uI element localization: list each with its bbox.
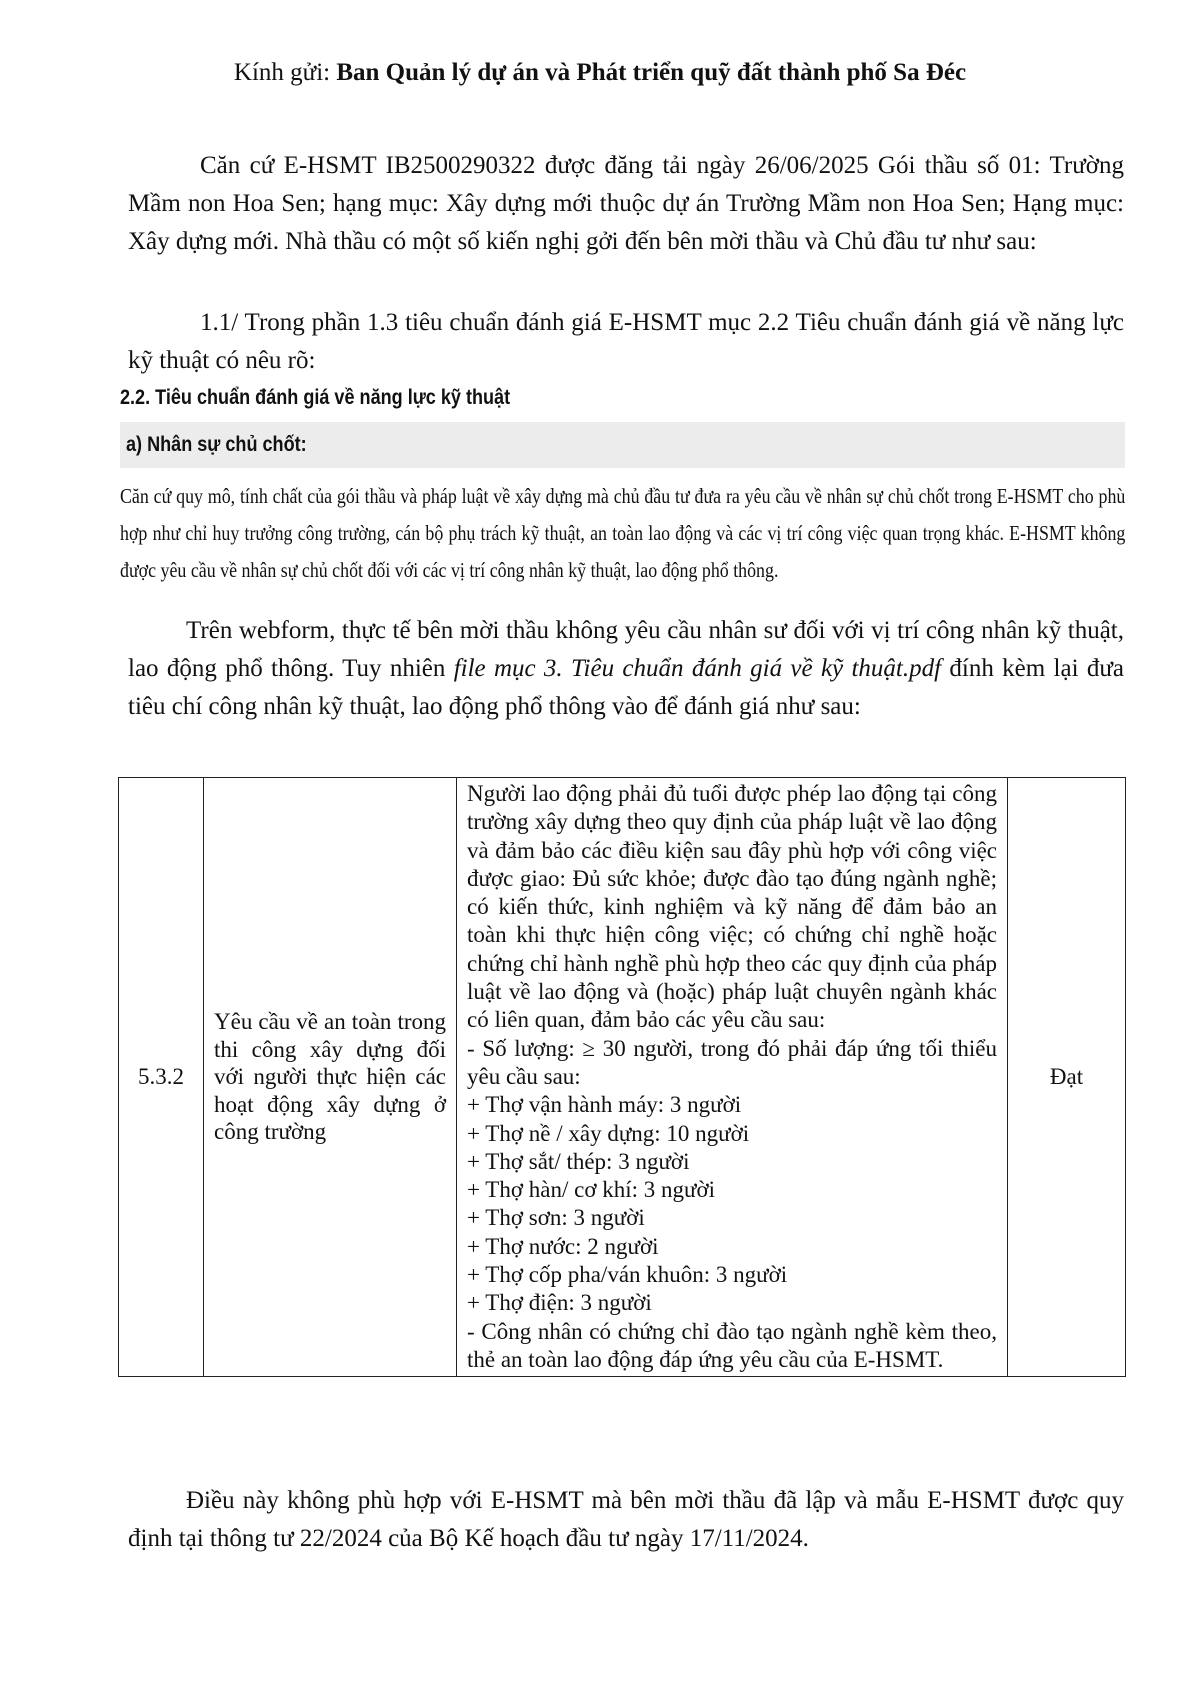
detail-item: + Thợ sơn: 3 người: [467, 1205, 645, 1231]
criteria-detail: [457, 778, 1008, 1377]
criteria-result: Đạt: [1008, 778, 1126, 1377]
detail-item: + Thợ nề / xây dựng: 10 người: [467, 1120, 750, 1146]
detail-item: + Thợ nước: 2 người: [467, 1233, 659, 1259]
salutation-prefix: Kính gửi:: [233, 59, 337, 86]
section-1-1-paragraph: 1.1/ Trong phần 1.3 tiêu chuẩn đánh giá E-HSMT mục 2.2 Tiêu chuẩn đánh giá về năng lực kỹ thuật có nêu rõ:: [128, 309, 1124, 374]
excerpt-subheading-bar: [120, 422, 1125, 468]
salutation-recipient: Ban Quản lý dự án và Phát triển quỹ đất thành phố Sa Đéc: [336, 59, 967, 86]
salutation-line: [0, 56, 1200, 90]
webform-text-after: đính kèm lại đưa tiêu chí công nhân kỹ thuật, lao động phổ thông vào để đánh giá như sau:: [128, 655, 1124, 720]
detail-certificate: - Công nhân có chứng chỉ đào tạo ngành nghề kèm theo, thẻ an toàn lao động đáp ứng yêu cầu của E-HSMT.: [467, 1318, 997, 1372]
criteria-number: 5.3.2: [119, 778, 204, 1377]
detail-item: + Thợ sắt/ thép: 3 người: [467, 1148, 690, 1174]
excerpt-body: Căn cứ quy mô, tính chất của gói thầu và pháp luật về xây dựng mà chủ đầu tư đưa ra yêu cầu về nhân sự chủ chốt trong E-HSMT cho phù hợp như chỉ huy trưởng công trường, cán bộ phụ trách kỹ thuật, an toàn lao động và các vị trí công việc quan trọng khác. E-HSMT không được yêu cầu về nhân sự chủ chốt đối với các vị trí công nhân kỹ thuật, lao động phổ thông.: [120, 484, 1126, 582]
excerpt-heading: 2.2. Tiêu chuẩn đánh giá về năng lực kỹ thuật: [120, 386, 511, 409]
excerpt-subheading: a) Nhân sự chủ chốt:: [126, 433, 307, 456]
detail-quantity: - Số lượng: ≥ 30 người, trong đó phải đáp ứng tối thiểu yêu cầu sau:: [467, 1035, 997, 1089]
conclusion-paragraph: Điều này không phù hợp với E-HSMT mà bên mời thầu đã lập và mẫu E-HSMT được quy định tại thông tư 22/2024 của Bộ Kế hoạch đầu tư ngày 17/11/2024.: [128, 1487, 1124, 1552]
table-row: [119, 778, 1126, 1377]
criteria-table: [118, 777, 1126, 1377]
webform-text-before: Trên webform, thực tế bên mời thầu không yêu cầu nhân sư đối với vị trí công nhân kỹ thuật, lao động phổ thông. Tuy nhiên: [128, 617, 1124, 682]
detail-intro: Người lao động phải đủ tuổi được phép lao động tại công trường xây dựng theo quy định của pháp luật về lao động và đảm bảo các điều kiện sau đây phù hợp với công việc được giao: Đủ sức khỏe; được đào tạo đúng ngành nghề; có kiến thức, kinh nghiệm và kỹ năng để đảm bảo an toàn khi thực hiện công việc; có chứng chỉ nghề hoặc chứng chỉ hành nghề phù hợp theo các quy định của pháp luật về lao động và (hoặc) pháp luật chuyên ngành khác có liên quan, đảm bảo các yêu cầu sau:: [467, 781, 997, 1033]
intro-paragraph: Căn cứ E-HSMT IB2500290322 được đăng tải ngày 26/06/2025 Gói thầu số 01: Trường Mầm non Hoa Sen; hạng mục: Xây dựng mới thuộc dự án Trường Mầm non Hoa Sen; Hạng mục: Xây dựng mới. Nhà thầu có một số kiến nghị gởi đến bên mời thầu và Chủ đầu tư như sau:: [128, 152, 1124, 255]
webform-paragraph: [128, 612, 1124, 726]
detail-item: + Thợ vận hành máy: 3 người: [467, 1092, 742, 1118]
attached-file-name: file mục 3. Tiêu chuẩn đánh giá về kỹ thuật.pdf: [453, 655, 942, 682]
detail-item: + Thợ cốp pha/ván khuôn: 3 người: [467, 1262, 788, 1288]
detail-item: + Thợ hàn/ cơ khí: 3 người: [467, 1177, 716, 1203]
detail-item: + Thợ điện: 3 người: [467, 1290, 652, 1316]
criteria-requirement: Yêu cầu về an toàn trong thi công xây dựng đối với người thực hiện các hoạt động xây dựng ở công trường: [204, 778, 457, 1377]
quoted-excerpt: [120, 384, 1125, 589]
